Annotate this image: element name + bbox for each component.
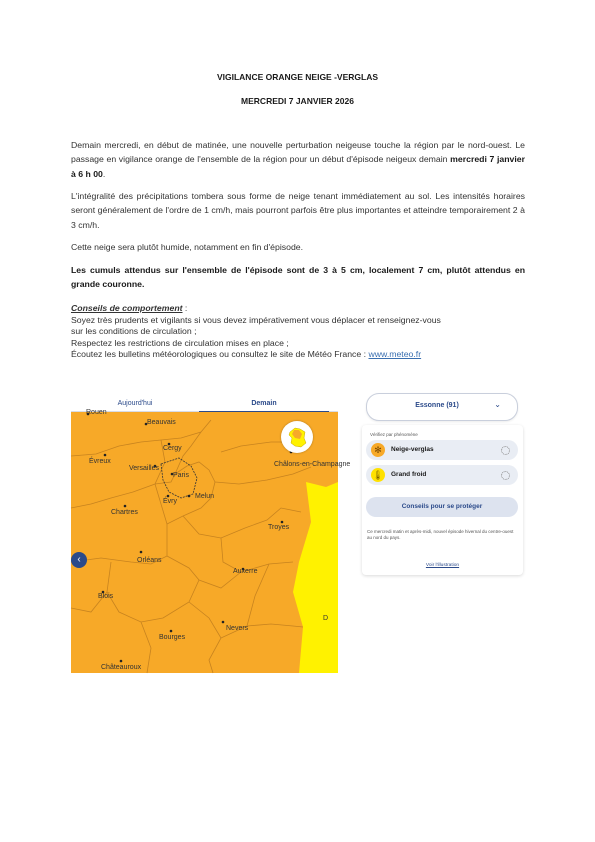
city-label-evry: Évry: [163, 498, 177, 505]
tab-tomorrow[interactable]: Demain: [199, 395, 329, 412]
city-dot: [104, 454, 107, 457]
thermometer-icon: 🌡: [372, 470, 384, 480]
city-label-beauvais: Beauvais: [147, 419, 176, 426]
city-dot: [170, 630, 173, 633]
card-description: Ce mercredi matin et après-midi, nouvel épisode hivernal du centre-ouest au nord du pays.: [367, 529, 514, 540]
chevron-down-icon: ⌄: [494, 400, 501, 409]
radio-icon[interactable]: [501, 446, 510, 455]
city-dot: [124, 505, 127, 508]
phenomenon-label: Grand froid: [391, 471, 427, 478]
side-panel: [360, 391, 524, 577]
city-label-versailles: Versailles: [129, 465, 159, 472]
city-label-rouen: Rouen: [86, 409, 107, 416]
advice-line: sur les conditions de circulation ;: [71, 326, 197, 337]
tab-today[interactable]: Aujourd'hui: [117, 400, 153, 407]
illustration-link[interactable]: Voir l'illustration: [425, 563, 460, 568]
city-label-chalons: [274, 461, 350, 468]
city-label-nevers: Nevers: [226, 625, 249, 632]
department-select[interactable]: [366, 393, 518, 421]
city-label-chartres: Chartres: [111, 509, 138, 516]
city-dot: [281, 521, 284, 524]
city-dot: [188, 495, 191, 498]
advice-line: Écoutez les bulletins météorologiques ou consultez le site de Météo France : www.meteo.fr: [71, 349, 422, 360]
meteo-link[interactable]: www.meteo.fr: [368, 349, 422, 360]
day-tabs: [71, 395, 338, 412]
advice-heading: Conseils de comportement: [71, 303, 183, 313]
france-locator-icon[interactable]: [281, 421, 313, 453]
radio-icon[interactable]: [501, 471, 510, 480]
phenomenon-extreme-cold[interactable]: [366, 465, 518, 485]
paragraph-precipitation: L'intégralité des précipitations tombera sous forme de neige tenant immédiatement au sol. Les intensités horaires seront généralement de l'ordre de 1 cm/h, mais pourront parfois être plus importantes et atteindre temporairement 2 à 3 cm/h.: [71, 191, 525, 230]
card-caption: Vérifiez par phénomène: [370, 432, 418, 437]
phenomenon-label: Neige-verglas: [391, 446, 434, 453]
city-label-cergy: Cergy: [163, 445, 182, 452]
city-dot: [167, 495, 170, 498]
city-label-orleans: Orléans: [137, 557, 162, 564]
city-label-blois: Blois: [98, 593, 114, 600]
city-label-chateauroux: Châteauroux: [101, 664, 142, 671]
city-label-paris: Paris: [173, 472, 189, 479]
city-dot: [222, 621, 225, 624]
city-dot: [140, 551, 143, 554]
city-label-troyes: Troyes: [268, 524, 290, 531]
advice-line: Soyez très prudents et vigilants si vous devez impérativement vous déplacer et renseignez-vous: [71, 314, 441, 325]
chevron-left-icon[interactable]: ‹: [71, 552, 87, 568]
city-label-melun: Melun: [195, 493, 215, 500]
city-label-chalons-text: Châlons-en-Champagne: [274, 461, 351, 468]
paragraph-humid-snow: Cette neige sera plutôt humide, notamment en fin d'épisode.: [71, 242, 304, 252]
page-date: MERCREDI 7 JANVIER 2026: [241, 96, 354, 106]
city-label-bourges: Bourges: [159, 634, 186, 641]
advice-section: Conseils de comportement : Soyez très prudents et vigilants si vous devez impérativement vous déplacer et renseignez-vous sur les conditions de circulation ; Respectez les restrictions de circulation mises en place ; Écoutez les bulletins météorologiques ou consultez le site de Météo France : www.meteo.fr: [71, 303, 531, 361]
paragraph-intro: Demain mercredi, en début de matinée, une nouvelle perturbation neigeuse touche la région par le nord-ouest. Le passage en vigilance orange de l'ensemble de la région pour un début d'épisode neigeux demain mercredi 7 janvier à 6 h 00.: [71, 140, 526, 179]
city-label-auxerre: Auxerre: [233, 568, 258, 575]
paragraph-accumulation: Les cumuls attendus sur l'ensemble de l'épisode sont de 3 à 5 cm, localement 7 cm, plutôt attendus en grande couronne.: [71, 265, 525, 290]
city-label-evreux: Évreux: [89, 458, 111, 465]
snowflake-icon: ✻: [371, 443, 385, 457]
department-label: Essonne (91): [415, 402, 459, 409]
phenomena-card: [362, 425, 523, 575]
city-dot: [120, 660, 123, 663]
page-title: VIGILANCE ORANGE NEIGE -VERGLAS: [216, 72, 379, 82]
phenomenon-snow-ice[interactable]: [366, 440, 518, 460]
advice-line: Respectez les restrictions de circulation mises en place ;: [71, 337, 289, 348]
protection-advice-button[interactable]: Conseils pour se protéger: [366, 497, 518, 517]
city-label-partial: D: [323, 615, 329, 622]
